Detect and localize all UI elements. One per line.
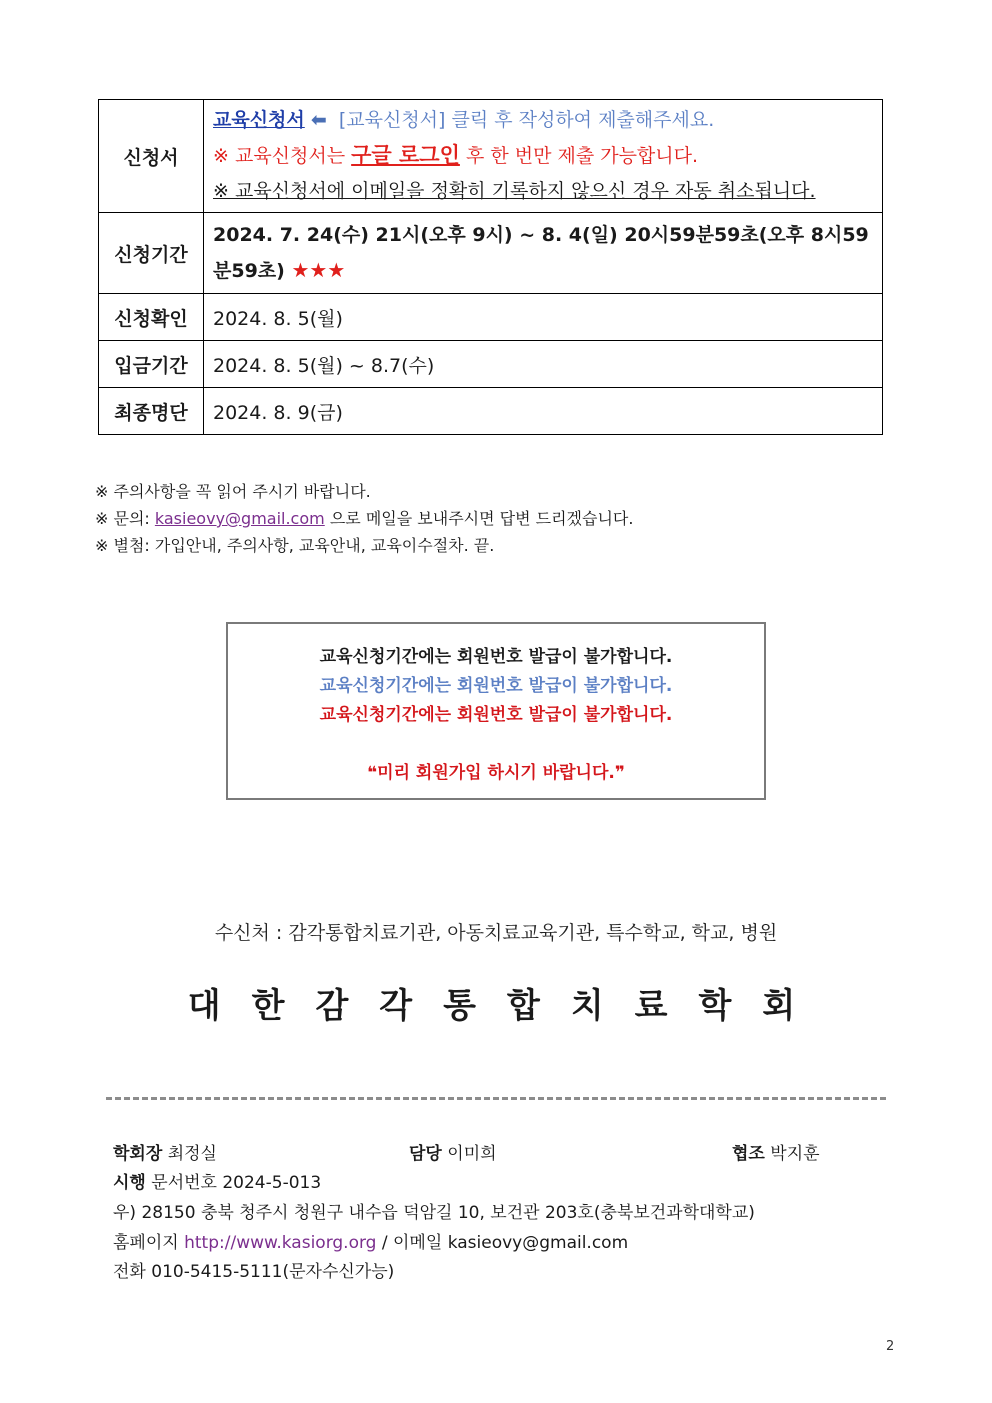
- period-line2: 분59초): [213, 259, 285, 282]
- footer-signatures: [113, 1139, 217, 1164]
- president-name: 최정실: [167, 1144, 217, 1164]
- table-row-confirmation: [99, 294, 883, 341]
- enforcement-label: 시행: [113, 1173, 146, 1193]
- notice-line-red: 교육신청기간에는 회원번호 발급이 불가합니다.: [319, 705, 673, 725]
- contact-prefix: ※ 문의:: [95, 509, 150, 528]
- homepage-label: 홈페이지: [113, 1233, 179, 1253]
- google-login-emphasis: 구글 로그인: [351, 143, 460, 167]
- note-attachments: ※ 별첨: 가입안내, 주의사항, 교육안내, 교육이수절차. 끝.: [95, 536, 495, 555]
- manager-label: 담당: [409, 1144, 442, 1164]
- row-value: [204, 213, 883, 294]
- page-number: 2: [886, 1339, 895, 1354]
- dashed-divider: [106, 1097, 886, 1100]
- note2-text: ※ 교육신청서에 이메일을 정확히 기록하지 않으신 경우 자동 취소됩니다.: [213, 180, 816, 202]
- notes-section: [95, 478, 633, 559]
- star-icon: ★★★: [291, 257, 346, 282]
- footer-manager: [409, 1139, 497, 1164]
- row-header: 신청기간: [99, 213, 204, 294]
- row-header: 최종명단: [99, 388, 204, 435]
- table-row-application-period: [99, 213, 883, 294]
- notice-line-blue: 교육신청기간에는 회원번호 발급이 불가합니다.: [319, 676, 673, 696]
- instruction-text: [교육신청서] 클릭 후 작성하여 제출해주세요.: [338, 109, 715, 131]
- contact-suffix: 으로 메일을 보내주시면 답변 드리겠습니다.: [329, 509, 634, 528]
- application-form-link[interactable]: 교육신청서: [213, 109, 305, 131]
- table-row-payment-period: [99, 341, 883, 388]
- footer-contact: [113, 1228, 628, 1253]
- row-value: 2024. 8. 9(금): [204, 388, 883, 435]
- note1-suffix: 후 한 번만 제출 가능합니다.: [465, 145, 699, 167]
- arrow-left-icon: ⬅: [310, 109, 327, 131]
- row-header: 입금기간: [99, 341, 204, 388]
- notice-box: [226, 622, 766, 800]
- email-separator: / 이메일: [381, 1233, 443, 1253]
- note-read-carefully: ※ 주의사항을 꼭 읽어 주시기 바랍니다.: [95, 482, 371, 501]
- footer-cooperation: [732, 1139, 820, 1164]
- table-row-application-form: [99, 100, 883, 213]
- notice-line-black: 교육신청기간에는 회원번호 발급이 불가합니다.: [319, 647, 673, 667]
- table-row-final-list: [99, 388, 883, 435]
- president-label: 학회장: [113, 1144, 163, 1164]
- doc-number: 문서번호 2024-5-013: [151, 1173, 322, 1193]
- contact-email-link[interactable]: kasieovy@gmail.com: [154, 509, 325, 528]
- society-name: 대한감각통합치료학회: [187, 986, 827, 1026]
- cooperation-label: 협조: [732, 1144, 765, 1164]
- period-line1: 2024. 7. 24(수) 21시(오후 9시) ~ 8. 4(일) 20시59분59초(오후 8시59: [213, 223, 869, 246]
- row-value: [204, 100, 883, 213]
- footer-address: 우) 28150 충북 청주시 청원구 내수읍 덕암길 10, 보건관 203호(충북보건과학대학교): [113, 1203, 755, 1223]
- note1-prefix: ※ 교육신청서는: [213, 145, 346, 167]
- row-value: 2024. 8. 5(월) ~ 8.7(수): [204, 341, 883, 388]
- footer-doc-number: [113, 1168, 321, 1193]
- footer-phone: 전화 010-5415-5111(문자수신가능): [113, 1262, 395, 1282]
- notice-signup-reminder: ❝미리 회원가입 하시기 바랍니다.❞: [367, 763, 625, 783]
- cooperation-name: 박지훈: [770, 1144, 820, 1164]
- recipient-line: 수신처 : 감각통합치료기관, 아동치료교육기관, 특수학교, 학교, 병원: [214, 922, 778, 944]
- note-contact: [95, 505, 633, 532]
- homepage-link[interactable]: http://www.kasiorg.org: [184, 1233, 377, 1253]
- row-header: 신청확인: [99, 294, 204, 341]
- row-header: 신청서: [99, 100, 204, 213]
- application-info-table: [98, 99, 883, 435]
- footer-email[interactable]: kasieovy@gmail.com: [447, 1233, 629, 1253]
- row-value: 2024. 8. 5(월): [204, 294, 883, 341]
- manager-name: 이미희: [447, 1144, 497, 1164]
